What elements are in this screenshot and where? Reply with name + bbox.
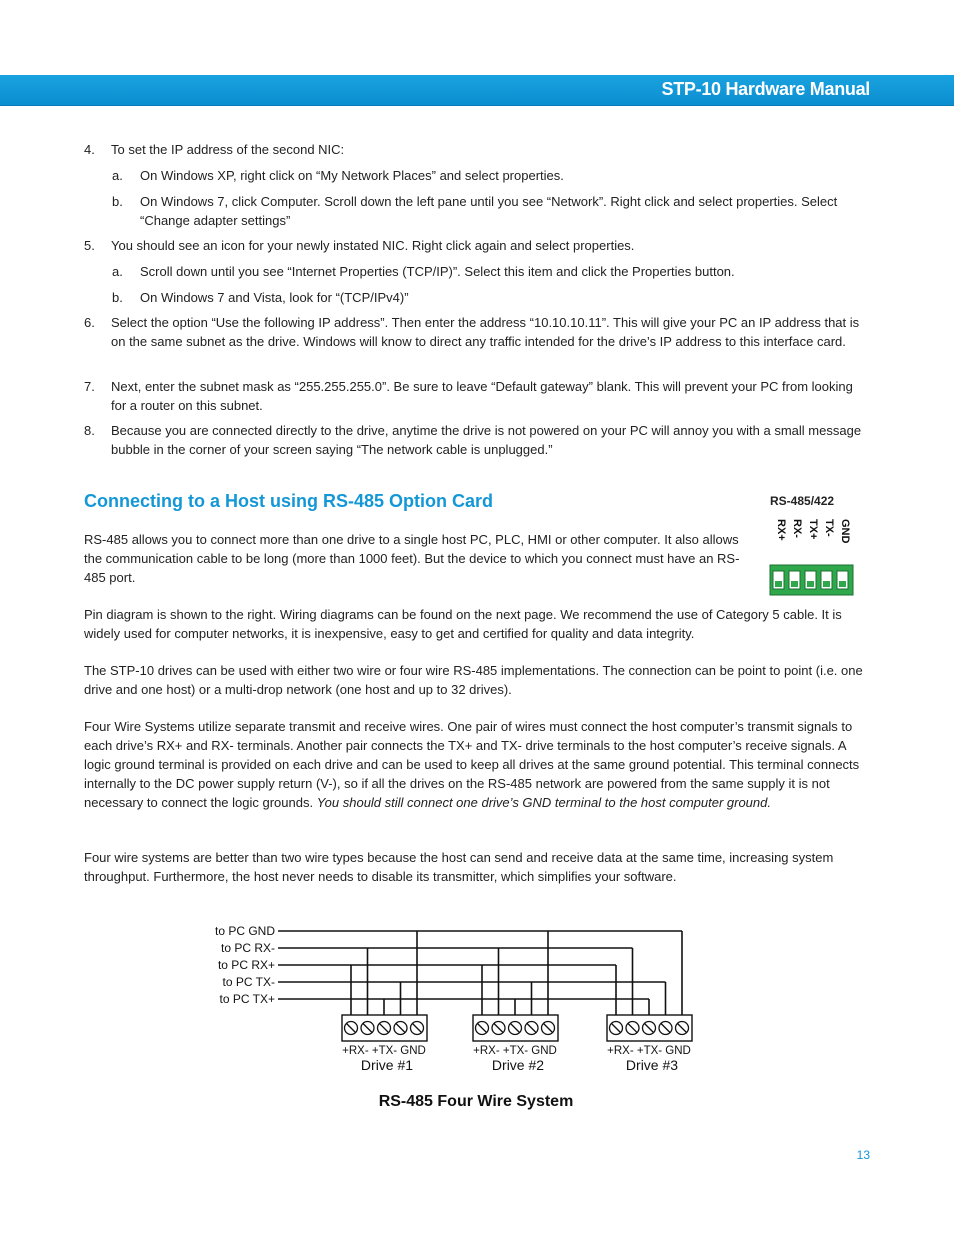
- screw-slot: [645, 1024, 654, 1033]
- terminal-screw: [394, 1022, 407, 1035]
- terminal-block: [342, 1015, 427, 1041]
- pin-label: TX-: [823, 519, 835, 537]
- pc-connection-label: to PC RX-: [220, 941, 275, 955]
- pin-diagram-title: RS-485/422: [770, 494, 835, 508]
- drive-label: Drive #1: [360, 1057, 414, 1073]
- terminal-screw: [492, 1022, 505, 1035]
- header-bar: [0, 75, 954, 106]
- terminal-screw: [626, 1022, 639, 1035]
- screw-slot: [478, 1024, 487, 1033]
- screw-slot: [527, 1024, 536, 1033]
- screw-slot: [628, 1024, 637, 1033]
- terminal-screw: [345, 1022, 358, 1035]
- terminal-labels: +RX- +TX- GND: [342, 1045, 426, 1057]
- screw-slot: [511, 1024, 520, 1033]
- pin-label: RX-: [791, 519, 803, 538]
- terminal-screw: [476, 1022, 489, 1035]
- pc-connection-label: to PC GND: [214, 924, 275, 938]
- screw-slot: [544, 1024, 553, 1033]
- terminal-labels: +RX- +TX- GND: [473, 1045, 557, 1057]
- screw-slot: [380, 1024, 389, 1033]
- paragraph: The STP-10 drives can be used with either two wire or four wire RS-485 implementations. The connection can be point to point (i.e. one drive and one host) or a multi-drop network (one host and up to 32 drives).: [84, 663, 863, 697]
- terminal-screw: [525, 1022, 538, 1035]
- pin-slot: [805, 571, 816, 589]
- list-number: 8.: [84, 423, 95, 438]
- pc-connection-label: to PC TX+: [219, 992, 275, 1006]
- list-number: 4.: [84, 142, 95, 157]
- sub-list-letter: a.: [112, 264, 123, 279]
- pin-contact: [775, 581, 782, 587]
- sub-list-letter: b.: [112, 194, 123, 209]
- pin-slot: [789, 571, 800, 589]
- list-number: 5.: [84, 238, 95, 253]
- wiring-caption: RS-485 Four Wire System: [378, 1093, 574, 1110]
- section-heading: Connecting to a Host using RS-485 Option Card: [84, 491, 494, 511]
- paragraph: RS-485 allows you to connect more than one drive to a single host PC, PLC, HMI or other computer. It also allows the communication cable to be long (more than 1000 feet). But the device to which you connect must have an RS-485 port.: [84, 532, 740, 585]
- drive-label: Drive #3: [625, 1057, 679, 1073]
- pc-connection-label: to PC TX-: [222, 975, 275, 989]
- pin-contact: [823, 581, 830, 587]
- pin-contact: [807, 581, 814, 587]
- manual-title: STP-10 Hardware Manual: [661, 79, 870, 99]
- rs485-connector: [770, 565, 853, 595]
- screw-slot: [678, 1024, 687, 1033]
- terminal-screw: [643, 1022, 656, 1035]
- pin-contact: [791, 581, 798, 587]
- list-text: You should see an icon for your newly instated NIC. Right click again and select properties.: [111, 238, 635, 253]
- screw-slot: [396, 1024, 405, 1033]
- paragraph: Pin diagram is shown to the right. Wiring diagrams can be found on the next page. We recommend the use of Category 5 cable. It is widely used for computer networks, it is inexpensive, easy to get and certified for quality and data integrity.: [84, 607, 842, 641]
- pin-label: GND: [839, 519, 851, 544]
- screw-slot: [363, 1024, 372, 1033]
- list-text: Select the option “Use the following IP address”. Then enter the address “10.10.10.11”. This will give your PC an IP address that is on the same subnet as the drive. Windows will know to direct any traffic intended for the drive’s IP address to this interface card.: [111, 315, 860, 349]
- terminal-screw: [610, 1022, 623, 1035]
- terminal-screw: [676, 1022, 689, 1035]
- list-number: 6.: [84, 315, 95, 330]
- sub-list-letter: b.: [112, 290, 123, 305]
- sub-list-text: On Windows 7 and Vista, look for “(TCP/IPv4)”: [140, 290, 409, 305]
- terminal-block: [473, 1015, 558, 1041]
- pin-label: TX+: [807, 519, 819, 540]
- sub-list-text: On Windows XP, right click on “My Network Places” and select properties.: [140, 168, 564, 183]
- terminal-block: [607, 1015, 692, 1041]
- pin-slot: [837, 571, 848, 589]
- screw-slot: [413, 1024, 422, 1033]
- pin-slot: [773, 571, 784, 589]
- paragraph-italic-note: You should still connect one drive’s GND terminal to the host computer ground.: [316, 795, 771, 810]
- screw-slot: [347, 1024, 356, 1033]
- list-text: Because you are connected directly to the drive, anytime the drive is not powered on your PC will annoy you with a small message bubble in the corner of your screen saying “The network cable is unplugged.”: [111, 423, 862, 457]
- terminal-labels: +RX- +TX- GND: [607, 1045, 691, 1057]
- sub-list-text: On Windows 7, click Computer. Scroll down the left pane until you see “Network”. Right click and select properties. Select “Change adapter settings”: [140, 194, 838, 228]
- paragraph: Four wire systems are better than two wire types because the host can send and receive data at the same time, increasing system throughput. Furthermore, the host never needs to disable its transmitter, which simplifies your software.: [84, 850, 834, 884]
- list-text: Next, enter the subnet mask as “255.255.255.0”. Be sure to leave “Default gateway” blank. This will prevent your PC from looking for a router on this subnet.: [111, 379, 853, 413]
- terminal-screw: [659, 1022, 672, 1035]
- drive-label: Drive #2: [491, 1057, 545, 1073]
- list-text: To set the IP address of the second NIC:: [111, 142, 345, 157]
- pin-contact: [839, 581, 846, 587]
- terminal-screw: [509, 1022, 522, 1035]
- list-number: 7.: [84, 379, 95, 394]
- terminal-screw: [411, 1022, 424, 1035]
- paragraph-text: Four Wire Systems utilize separate transmit and receive wires. One pair of wires must connect the host computer’s transmit signals to each drive’s RX+ and RX- terminals. Another pair connects the TX+ and TX- drive terminals to the host computer’s receive signals. A logic ground terminal is provided on each drive and can be used to keep all drives at the same ground potential. This terminal connects internally to the DC power supply return (V-), so if all the drives on the RS-485 network are powered from the same supply it is not necessary to connect the logic grounds.: [84, 719, 860, 810]
- pin-slot: [821, 571, 832, 589]
- sub-list-letter: a.: [112, 168, 123, 183]
- pc-connection-label: to PC RX+: [217, 958, 275, 972]
- page-number: 13: [856, 1148, 870, 1162]
- screw-slot: [661, 1024, 670, 1033]
- screw-slot: [612, 1024, 621, 1033]
- paragraph: [84, 717, 874, 812]
- pin-label: RX+: [775, 519, 787, 541]
- terminal-screw: [542, 1022, 555, 1035]
- sub-list-text: Scroll down until you see “Internet Properties (TCP/IP)”. Select this item and click the Properties button.: [140, 264, 735, 279]
- terminal-screw: [361, 1022, 374, 1035]
- terminal-screw: [378, 1022, 391, 1035]
- screw-slot: [494, 1024, 503, 1033]
